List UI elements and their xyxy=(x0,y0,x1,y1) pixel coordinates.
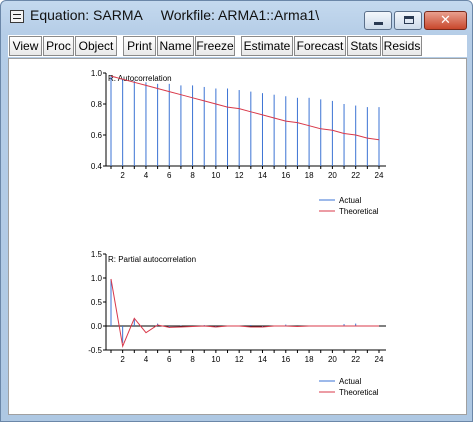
close-icon: ✕ xyxy=(440,13,451,28)
x-tick-label: 6 xyxy=(167,171,172,180)
x-tick-label: 24 xyxy=(374,171,384,180)
x-tick-label: 10 xyxy=(211,355,221,364)
minimize-button[interactable] xyxy=(364,11,392,30)
x-tick-label: 12 xyxy=(234,355,244,364)
close-button[interactable] xyxy=(424,11,467,30)
y-tick-label: 0.5 xyxy=(90,298,102,307)
x-tick-label: 6 xyxy=(167,355,172,364)
y-tick-label: -0.5 xyxy=(88,346,102,355)
x-tick-label: 20 xyxy=(327,355,337,364)
title-bar[interactable] xyxy=(1,1,472,33)
graph-area xyxy=(8,58,467,415)
y-tick-label: 0.4 xyxy=(90,162,102,171)
theoretical-line xyxy=(111,279,379,346)
window-menu-icon[interactable] xyxy=(10,10,24,23)
maximize-button[interactable] xyxy=(394,11,422,30)
x-tick-label: 16 xyxy=(281,171,291,180)
x-tick-label: 4 xyxy=(143,355,149,364)
resids-button[interactable]: Resids xyxy=(382,36,422,56)
x-tick-label: 18 xyxy=(304,171,314,180)
minimize-icon xyxy=(374,22,383,25)
freeze-button[interactable]: Freeze xyxy=(195,36,235,56)
chart-title: R: Autocorrelation xyxy=(108,74,172,83)
x-tick-label: 2 xyxy=(120,355,125,364)
x-tick-label: 22 xyxy=(351,355,361,364)
x-tick-label: 4 xyxy=(143,171,149,180)
equation-name: Equation: SARMA xyxy=(30,7,143,23)
window-title xyxy=(30,7,319,23)
y-tick-label: 1.5 xyxy=(90,250,102,259)
y-tick-label: 1.0 xyxy=(90,274,102,283)
x-tick-label: 16 xyxy=(281,355,291,364)
estimate-button[interactable]: Estimate xyxy=(241,36,293,56)
x-tick-label: 18 xyxy=(304,355,314,364)
y-tick-label: 0.8 xyxy=(90,100,102,109)
x-tick-label: 2 xyxy=(120,171,125,180)
legend-actual-label: Actual xyxy=(339,377,362,386)
x-tick-label: 14 xyxy=(258,171,267,180)
name-button[interactable]: Name xyxy=(157,36,194,56)
proc-button[interactable]: Proc xyxy=(43,36,74,56)
y-tick-label: 0.6 xyxy=(90,131,102,140)
view-button[interactable]: View xyxy=(9,36,42,56)
chart-title: R: Partial autocorrelation xyxy=(108,255,197,264)
object-button[interactable]: Object xyxy=(75,36,117,56)
x-tick-label: 12 xyxy=(234,171,244,180)
toolbar xyxy=(8,35,467,57)
maximize-icon xyxy=(404,16,414,24)
y-tick-label: 0.0 xyxy=(90,322,102,331)
partial-autocorrelation-chart xyxy=(9,234,466,414)
x-tick-label: 22 xyxy=(351,171,361,180)
x-tick-label: 20 xyxy=(327,171,337,180)
x-tick-label: 14 xyxy=(258,355,267,364)
autocorrelation-chart xyxy=(9,59,466,234)
y-tick-label: 1.0 xyxy=(90,69,102,78)
x-tick-label: 10 xyxy=(211,171,221,180)
workfile-name: Workfile: ARMA1::Arma1\ xyxy=(160,7,320,23)
legend-theoretical-label: Theoretical xyxy=(339,207,379,216)
legend-actual-label: Actual xyxy=(339,196,362,205)
stats-button[interactable]: Stats xyxy=(347,36,381,56)
x-tick-label: 8 xyxy=(190,355,195,364)
legend-theoretical-label: Theoretical xyxy=(339,388,379,397)
forecast-button[interactable]: Forecast xyxy=(294,36,346,56)
theoretical-line xyxy=(111,76,379,140)
x-tick-label: 24 xyxy=(374,355,384,364)
print-button[interactable]: Print xyxy=(123,36,156,56)
x-tick-label: 8 xyxy=(190,171,195,180)
